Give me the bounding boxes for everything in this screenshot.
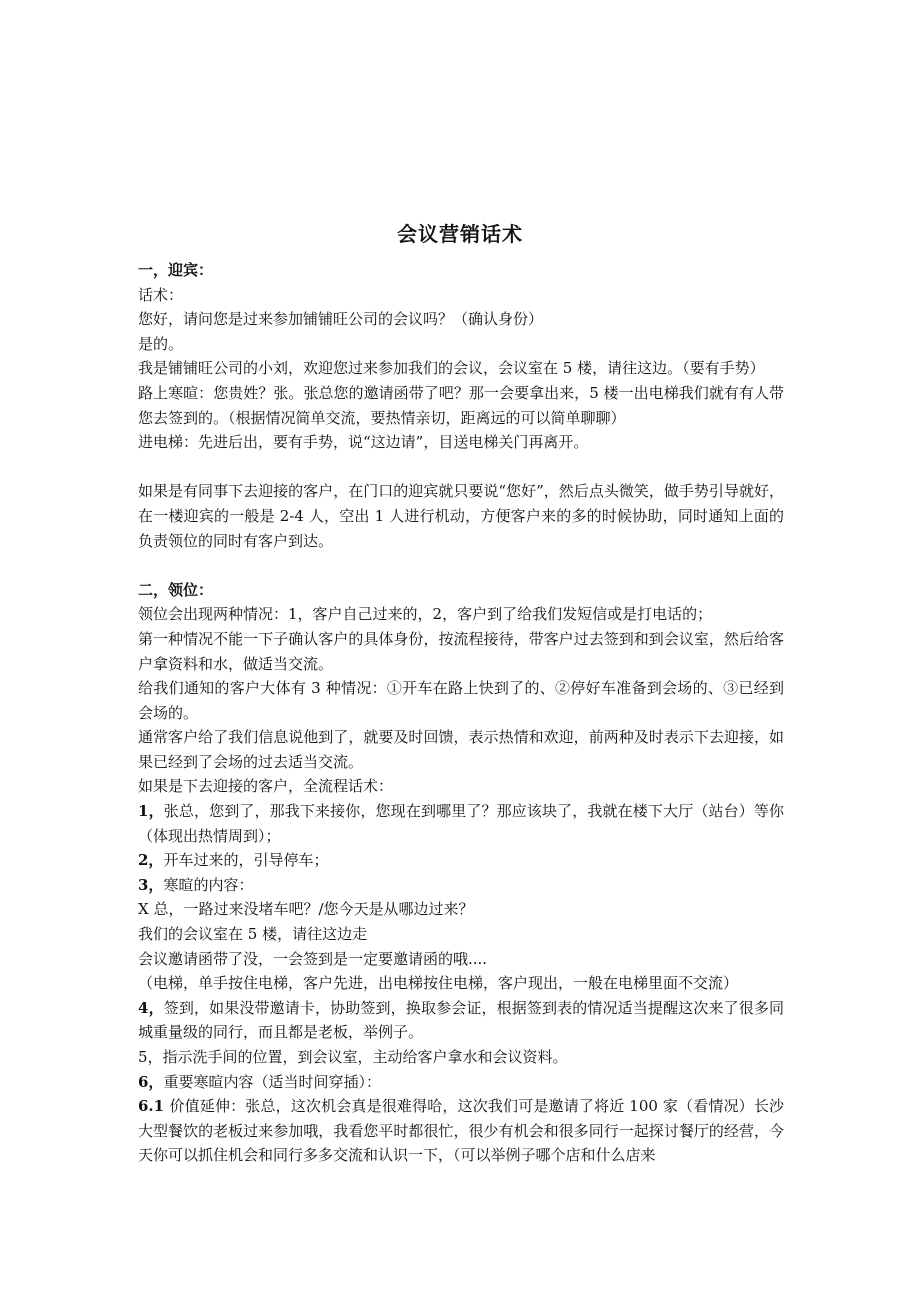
paragraph <box>138 1094 784 1168</box>
paragraph: 会议邀请函带了没，一会签到是一定要邀请函的哦.... <box>138 949 488 968</box>
paragraph: X 总，一路过来没堵车吧？/您今天是从哪边过来？ <box>138 900 474 919</box>
paragraph <box>138 848 784 873</box>
paragraph <box>138 799 784 848</box>
document-title: 会议营销话术 <box>397 222 523 246</box>
paragraph: 是的。 <box>138 334 184 353</box>
paragraph: 我是铺铺旺公司的小刘，欢迎您过来参加我们的会议，会议室在 5 楼，请往这边。（要有手势） <box>138 359 765 378</box>
paragraph: 我们的会议室在 5 楼，请往这边走 <box>138 925 368 944</box>
paragraph-text: 价值延伸：张总，这次机会真是很难得哈，这次我们可是邀请了将近 100 家（看情况）长沙大型餐饮的老板过来参加哦，我看您平时都很忙，很少有机会和很多同行一起探讨餐厅的经营，今天你可以抓住机会和同行多多交流和认识一下，（可以举例子哪个店和什么店来 <box>138 1097 784 1165</box>
step-number: 2， <box>138 851 164 870</box>
paragraph: 如果是下去迎接的客户，全流程话术： <box>138 777 394 796</box>
blank-line <box>138 455 784 480</box>
paragraph-text: 张总，您到了，那我下来接你，您现在到哪里了？那应该块了，我就在楼下大厅（站台）等你（体现出热情周到）； <box>138 802 784 845</box>
paragraph <box>138 996 784 1045</box>
paragraph: 领位会出现两种情况：1，客户自己过来的，2，客户到了给我们发短信或是打电话的； <box>138 605 713 624</box>
paragraph <box>138 873 784 898</box>
paragraph: （电梯，单手按住电梯，客户先进，出电梯按住电梯，客户现出，一般在电梯里面不交流） <box>138 974 739 993</box>
paragraph: 5，指示洗手间的位置，到会议室，主动给客户拿水和会议资料。 <box>138 1048 568 1066</box>
step-number: 6.1 <box>138 1097 170 1116</box>
paragraph: 话术： <box>138 285 184 304</box>
paragraph: 第一种情况不能一下子确认客户的具体身份，按流程接待，带客户过去签到和到会议室，然后给客户拿资料和水，做适当交流。 <box>138 629 784 673</box>
step-number: 1， <box>138 802 164 821</box>
step-number: 3， <box>138 875 164 894</box>
paragraph-text: 签到，如果没带邀请卡，协助签到，换取参会证，根据签到表的情况适当提醒这次来了很多同城重量级的同行，而且都是老板，举例子。 <box>138 998 784 1042</box>
paragraph: 如果是有同事下去迎接的客户，在门口的迎宾就只要说“您好”，然后点头微笑，做手势引导就好，在一楼迎宾的一般是 2-4 人，空出 1 人进行机动，方便客户来的多的时候协助，同时通知上面的负责领位的同时有客户到达。 <box>138 482 784 550</box>
paragraph: 给我们通知的客户大体有 3 种情况：①开车在路上快到了的、②停好车准备到会场的、③已经到会场的。 <box>138 679 784 722</box>
paragraph-text: 开车过来的，引导停车； <box>163 851 329 870</box>
step-number: 4， <box>138 998 164 1017</box>
paragraph-text: 寒暄的内容： <box>163 875 254 894</box>
paragraph: 通常客户给了我们信息说他到了，就要及时回馈，表示热情和欢迎，前两种及时表示下去迎接，如果已经到了会场的过去适当交流。 <box>138 728 784 771</box>
paragraph: 进电梯：先进后出，要有手势，说“这边请”，目送电梯关门再离开。 <box>138 433 589 452</box>
section-heading: 一，迎宾： <box>138 261 214 279</box>
section-heading: 二，领位： <box>138 580 214 599</box>
document-body <box>138 258 784 1168</box>
paragraph <box>138 1070 784 1095</box>
paragraph: 路上寒暄：您贵姓？张。张总您的邀请函带了吧？那一会要拿出来，5 楼一出电梯我们就有有人带您去签到的。（根据情况简单交流，要热情亲切，距离远的可以简单聊聊） <box>138 383 784 427</box>
blank-line <box>138 553 784 578</box>
step-number: 6， <box>138 1072 164 1091</box>
paragraph-text: 重要寒暄内容（适当时间穿插）： <box>163 1072 381 1091</box>
paragraph: 您好，请问您是过来参加铺铺旺公司的会议吗？（确认身份） <box>138 310 544 329</box>
